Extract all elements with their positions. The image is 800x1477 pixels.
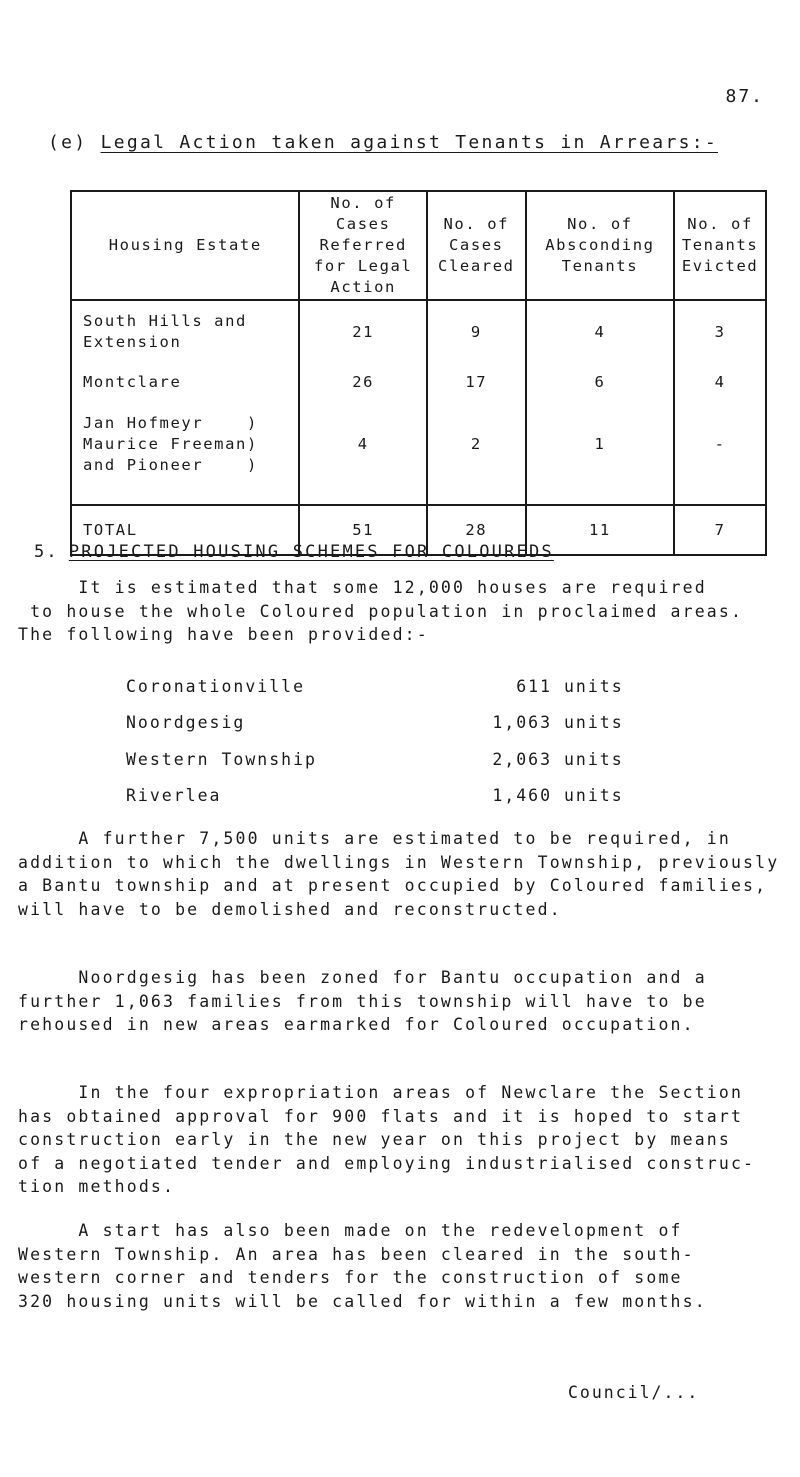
header-housing-estate: Housing Estate xyxy=(71,191,299,300)
table-row-estate: Montclare xyxy=(83,372,182,391)
table-body xyxy=(71,300,766,505)
header-tenants-evicted: No. of Tenants Evicted xyxy=(674,191,766,300)
page-number: 87. xyxy=(725,86,764,107)
table-cell: 26 xyxy=(352,373,375,391)
absconding-column xyxy=(526,300,675,505)
table-cell: 17 xyxy=(465,373,488,391)
section-5-title: PROJECTED HOUSING SCHEMES FOR COLOUREDS xyxy=(68,542,554,562)
table-header-row xyxy=(71,191,766,300)
header-cases-referred: No. of Cases Referred for Legal Action xyxy=(299,191,426,300)
catchword: Council/... xyxy=(568,1383,700,1402)
scheme-count: 1,460 xyxy=(492,786,552,806)
table-cell: 2 xyxy=(470,435,482,453)
header-absconding-tenants: No. of Absconding Tenants xyxy=(526,191,675,300)
list-item xyxy=(126,668,624,705)
table-cell: 9 xyxy=(470,323,482,341)
scheme-name: Western Township xyxy=(126,749,317,769)
scheme-count: 2,063 xyxy=(492,749,552,769)
paragraph-newclare: In the four expropriation areas of Newclare the Section has obtained approval for 900 flats and it is hoped to start construction early in the new year on this project by means of a negotiated tender and employing industrialised construc- tion methods. xyxy=(18,1083,756,1196)
arrears-table xyxy=(70,190,767,556)
scheme-unit: units xyxy=(564,676,624,696)
total-absconding: 11 xyxy=(526,505,675,555)
evicted-column xyxy=(674,300,766,505)
total-evicted: 7 xyxy=(674,505,766,555)
table-cell: 1 xyxy=(594,435,606,453)
estate-column xyxy=(71,300,299,505)
table-row-estate: South Hills and Extension xyxy=(83,312,247,351)
scheme-count: 1,063 xyxy=(492,713,552,733)
table-cell: 4 xyxy=(594,323,606,341)
table-cell: 21 xyxy=(352,323,375,341)
scheme-unit: units xyxy=(564,786,624,806)
intro-paragraph: It is estimated that some 12,000 houses are required to house the whole Coloured population in proclaimed areas. The following have been provided:- xyxy=(18,578,744,644)
section-e-title: Legal Action taken against Tenants in Arrears:- xyxy=(100,132,718,153)
paragraph-noordgesig: Noordgesig has been zoned for Bantu occupation and a further 1,063 families from this township will have to be rehoused in new areas earmarked for Coloured occupation. xyxy=(18,968,707,1034)
paragraph-western-township: A start has also been made on the redevelopment of Western Township. An area has been cleared in the south- western corner and tenders for the construction of some 320 housing units will be called for within a few months. xyxy=(18,1221,707,1311)
table-cell: 3 xyxy=(714,323,726,341)
total-label: TOTAL xyxy=(71,505,299,555)
housing-schemes-list xyxy=(126,668,624,814)
paragraph-further-units: A further 7,500 units are estimated to be required, in addition to which the dwellings in Western Township, previously a Bantu township and at present occupied by Coloured families, will have to be demolished and reconstructed. xyxy=(18,829,780,919)
scheme-name: Coronationville xyxy=(126,676,306,696)
section-5-number: 5. xyxy=(34,542,59,562)
scheme-unit: units xyxy=(564,749,624,769)
scheme-name: Noordgesig xyxy=(126,713,246,733)
scheme-unit: units xyxy=(564,713,624,733)
section-e-heading xyxy=(48,132,718,153)
section-e-label: (e) xyxy=(48,132,88,153)
total-referred: 51 xyxy=(299,505,426,555)
scheme-name: Riverlea xyxy=(126,786,222,806)
table-cell: 4 xyxy=(714,373,726,391)
cleared-column xyxy=(427,300,526,505)
list-item xyxy=(126,741,624,778)
section-5-heading xyxy=(34,542,554,562)
header-cases-cleared: No. of Cases Cleared xyxy=(427,191,526,300)
referred-column xyxy=(299,300,426,505)
table-cell: 4 xyxy=(357,435,369,453)
table-cell: 6 xyxy=(594,373,606,391)
list-item xyxy=(126,705,624,742)
table-row-estate: Jan Hofmeyr ) Maurice Freeman) and Pioneer ) xyxy=(83,413,258,474)
table-cell: - xyxy=(714,435,726,453)
list-item xyxy=(126,778,624,815)
total-cleared: 28 xyxy=(427,505,526,555)
scheme-count: 611 xyxy=(516,676,552,696)
